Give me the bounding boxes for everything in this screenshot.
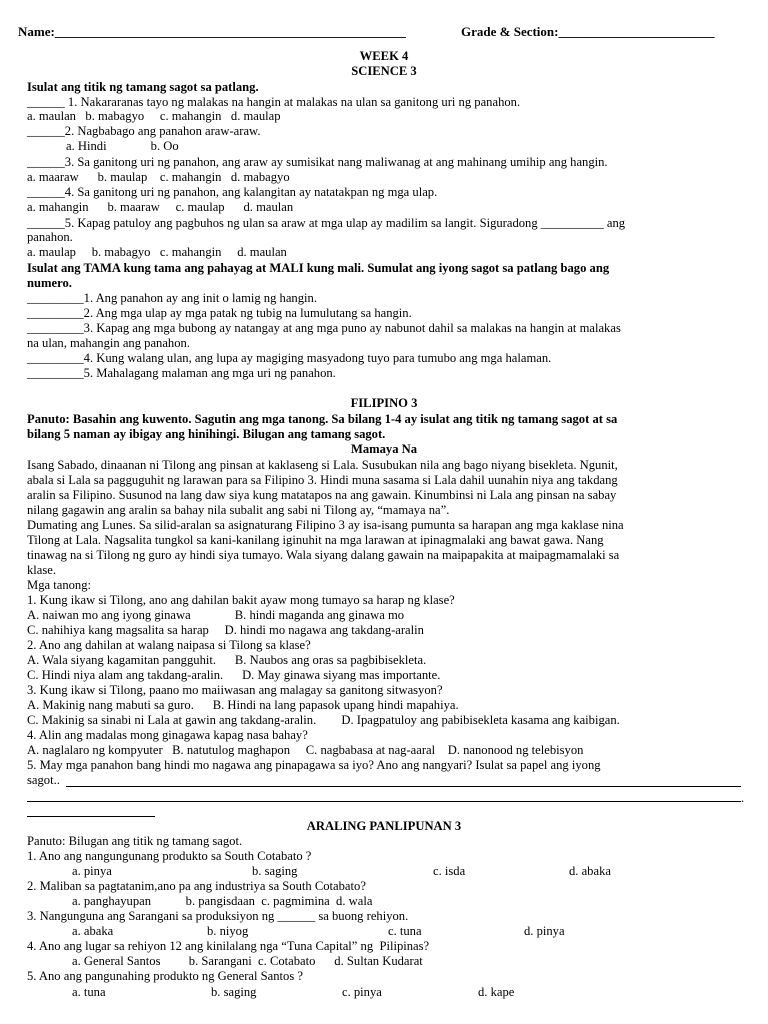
filipino-heading: FILIPINO 3 bbox=[350, 396, 418, 410]
filipino-choices-1b: C. nahihiya kang magsalita sa harap D. hindi mo nagawa ang takdang-aralin bbox=[27, 623, 424, 637]
story-line: Dumating ang Lunes. Sa silid-aralan sa asignaturang Filipino 3 ay isa-isang pumunta sa harapan ang mga kaklase nina bbox=[27, 518, 624, 532]
science-question-4: ______4. Sa ganitong uri ng panahon, ang kalangitan ay natatakpan ng mga ulap. bbox=[27, 185, 438, 199]
science-question-3: ______3. Sa ganitong uri ng panahon, ang araw ay sumisikat nang maliwanag at ang mahinang umihip ang hangin. bbox=[27, 155, 608, 169]
araling-choice: a. pinya bbox=[72, 864, 112, 878]
araling-choice: d. pinya bbox=[524, 924, 565, 938]
araling-choice: d. abaka bbox=[569, 864, 611, 878]
story-line: Tilong at Lala. Nagsalita tungkol sa kani-kanilang iginuhit na mga larawan at ipinagmalaki ang bawat gawa. Nang bbox=[27, 533, 604, 547]
science-choices-2: a. Hindi b. Oo bbox=[66, 139, 179, 153]
science-part1-instruction: Isulat ang titik ng tamang sagot sa patlang. bbox=[27, 80, 259, 94]
tama-mali-item-5: _________5. Mahalagang malaman ang mga uri ng panahon. bbox=[27, 366, 336, 380]
story-line: aralin sa Filipino. Susunod na lang daw siya kung matatapos na ang gawain. Kinumbinsi ni Lala ang pinsan na sabay bbox=[27, 488, 617, 502]
araling-choice: c. tuna bbox=[388, 924, 422, 938]
araling-choice: a. abaka bbox=[72, 924, 114, 938]
filipino-choices-2a: A. Wala siyang kagamitan pangguhit. B. Naubos ang oras sa pagbibisekleta. bbox=[27, 653, 427, 667]
answer-line[interactable] bbox=[66, 786, 741, 787]
filipino-choices-1a: A. naiwan mo ang iyong ginawa B. hindi maganda ang ginawa mo bbox=[27, 608, 405, 622]
name-field-label: Name:______________________________________________________ bbox=[18, 24, 406, 39]
story-line: tinawag na si Tilong ng guro ay hindi siya tumayo. Wala siyang dalang gawain na maipapakita at maipagmamalaki sa bbox=[27, 548, 620, 562]
filipino-choices-3b: C. Makinig sa sinabi ni Lala at gawin ang takdang-aralin. D. Ipagpatuloy ang pabibisekleta kasama ang kaibigan. bbox=[27, 713, 620, 727]
tama-mali-item-3-cont: na ulan, mahangin ang panahon. bbox=[27, 336, 190, 350]
science-part2-instruction-cont: numero. bbox=[27, 276, 72, 290]
tama-mali-item-2: _________2. Ang mga ulap ay mga patak ng tubig na lumulutang sa hangin. bbox=[27, 306, 412, 320]
araling-question-3: 3. Nangunguna ang Sarangani sa produksiyon ng ______ sa buong rehiyon. bbox=[27, 909, 409, 923]
araling-choice: a. tuna bbox=[72, 985, 106, 999]
science-choices-1: a. maulan b. mabagyo c. mahangin d. maulap bbox=[27, 109, 281, 123]
araling-choices-4: a. General Santos b. Sarangani c. Cotabato d. Sultan Kudarat bbox=[72, 954, 423, 968]
araling-question-4: 4. Ano ang lugar sa rehiyon 12 ang kinilalang nga “Tuna Capital” ng Pilipinas? bbox=[27, 939, 430, 953]
story-line: Isang Sabado, dinaanan ni Tilong ang pinsan at kaklaseng si Lala. Susubukan nila ang bago niyang bisekleta. Ngunit, bbox=[27, 458, 618, 472]
filipino-choices-3a: A. Makinig nang mabuti sa guro. B. Hindi na lang papasok upang hindi mapahiya. bbox=[27, 698, 459, 712]
araling-choice: b. niyog bbox=[207, 924, 249, 938]
filipino-question-4: 4. Alin ang madalas mong ginagawa kapag nasa bahay? bbox=[27, 728, 308, 742]
filipino-choices-2b: C. Hindi niya alam ang takdang-aralin. D. May ginawa siyang mas importante. bbox=[27, 668, 441, 682]
answer-line[interactable] bbox=[27, 801, 741, 802]
araling-choice: c. pinya bbox=[342, 985, 382, 999]
tama-mali-item-1: _________1. Ang panahon ay ang init o lamig ng hangin. bbox=[27, 291, 317, 305]
filipino-question-3: 3. Kung ikaw si Tilong, paano mo maiiwasan ang malagay sa ganitong sitwasyon? bbox=[27, 683, 443, 697]
filipino-question-5-cont: sagot.. bbox=[27, 773, 60, 787]
science-question-2: ______2. Nagbabago ang panahon araw-araw. bbox=[27, 124, 261, 138]
filipino-question-1: 1. Kung ikaw si Tilong, ano ang dahilan bakit ayaw mong tumayo sa harap ng klase? bbox=[27, 593, 455, 607]
answer-line-end: . bbox=[741, 791, 745, 805]
answer-line[interactable] bbox=[27, 816, 155, 817]
grade-section-field-label: Grade & Section:________________________ bbox=[461, 24, 715, 39]
tama-mali-item-3: _________3. Kapag ang mga bubong ay natangay at ang mga puno ay nabunot dahil sa malakas na hangin at malakas bbox=[27, 321, 621, 335]
science-question-5: ______5. Kapag patuloy ang pagbuhos ng ulan sa araw at mga ulap ay madilim sa langit. Siguradong __________ ang bbox=[27, 216, 626, 230]
filipino-instruction: Panuto: Basahin ang kuwento. Sagutin ang mga tanong. Sa bilang 1-4 ay isulat ang titik ng tamang sagot at sa bbox=[27, 412, 618, 426]
araling-question-2: 2. Maliban sa pagtatanim,ano pa ang industriya sa South Cotabato? bbox=[27, 879, 366, 893]
araling-choices-2: a. panghayupan b. pangisdaan c. pagmimina d. wala bbox=[72, 894, 373, 908]
araling-choice: c. isda bbox=[433, 864, 466, 878]
science-question-1: ______ 1. Nakararanas tayo ng malakas na hangin at malakas na ulan sa ganitong uri ng panahon. bbox=[27, 95, 521, 109]
araling-question-1: 1. Ano ang nangungunang produkto sa South Cotabato ? bbox=[27, 849, 312, 863]
science-choices-3: a. maaraw b. maulap c. mahangin d. mabagyo bbox=[27, 170, 290, 184]
science-heading: SCIENCE 3 bbox=[351, 64, 417, 78]
filipino-question-2: 2. Ano ang dahilan at walang naipasa si Tilong sa klase? bbox=[27, 638, 311, 652]
science-part2-instruction: Isulat ang TAMA kung tama ang pahayag at MALI kung mali. Sumulat ang iyong sagot sa patlang bago ang bbox=[27, 261, 610, 275]
araling-heading: ARALING PANLIPUNAN 3 bbox=[306, 819, 462, 833]
tama-mali-item-4: _________4. Kung walang ulan, ang lupa ay magiging masyadong tuyo para tumubo ang mga halaman. bbox=[27, 351, 552, 365]
week-heading: WEEK 4 bbox=[359, 49, 409, 63]
araling-question-5: 5. Ano ang pangunahing produkto ng General Santos ? bbox=[27, 969, 303, 983]
araling-choice: b. saging bbox=[252, 864, 298, 878]
story-title: Mamaya Na bbox=[350, 442, 418, 456]
filipino-instruction-cont: bilang 5 naman ay ibigay ang hinihingi. Bilugan ang tamang sagot. bbox=[27, 427, 386, 441]
science-choices-5: a. maulap b. mabagyo c. mahangin d. maulan bbox=[27, 245, 287, 259]
story-line: nilang gagawin ang aralin sa bahay nila subalit ang sabi ni Tilong ay, “mamaya na”. bbox=[27, 503, 450, 517]
story-line: abala si Lala sa pagguguhit ng larawan para sa Filipino 3. Hindi muna sasama si Lala dahil uunahin niya ang takdang bbox=[27, 473, 618, 487]
filipino-question-5: 5. May mga panahon bang hindi mo nagawa ang pinapagawa sa iyo? Ano ang nangyari? Isulat sa papel ang iyong bbox=[27, 758, 601, 772]
science-choices-4: a. mahangin b. maaraw c. maulap d. maulan bbox=[27, 200, 294, 214]
filipino-choices-4: A. naglalaro ng kompyuter B. natutulog maghapon C. nagbabasa at nag-aaral D. nanonood ng telebisyon bbox=[27, 743, 584, 757]
questions-label: Mga tanong: bbox=[27, 578, 92, 592]
araling-choice: d. kape bbox=[478, 985, 515, 999]
story-line: klase. bbox=[27, 563, 57, 577]
araling-choice: b. saging bbox=[211, 985, 257, 999]
science-question-5-cont: panahon. bbox=[27, 230, 73, 244]
araling-instruction: Panuto: Bilugan ang titik ng tamang sagot. bbox=[27, 834, 243, 848]
